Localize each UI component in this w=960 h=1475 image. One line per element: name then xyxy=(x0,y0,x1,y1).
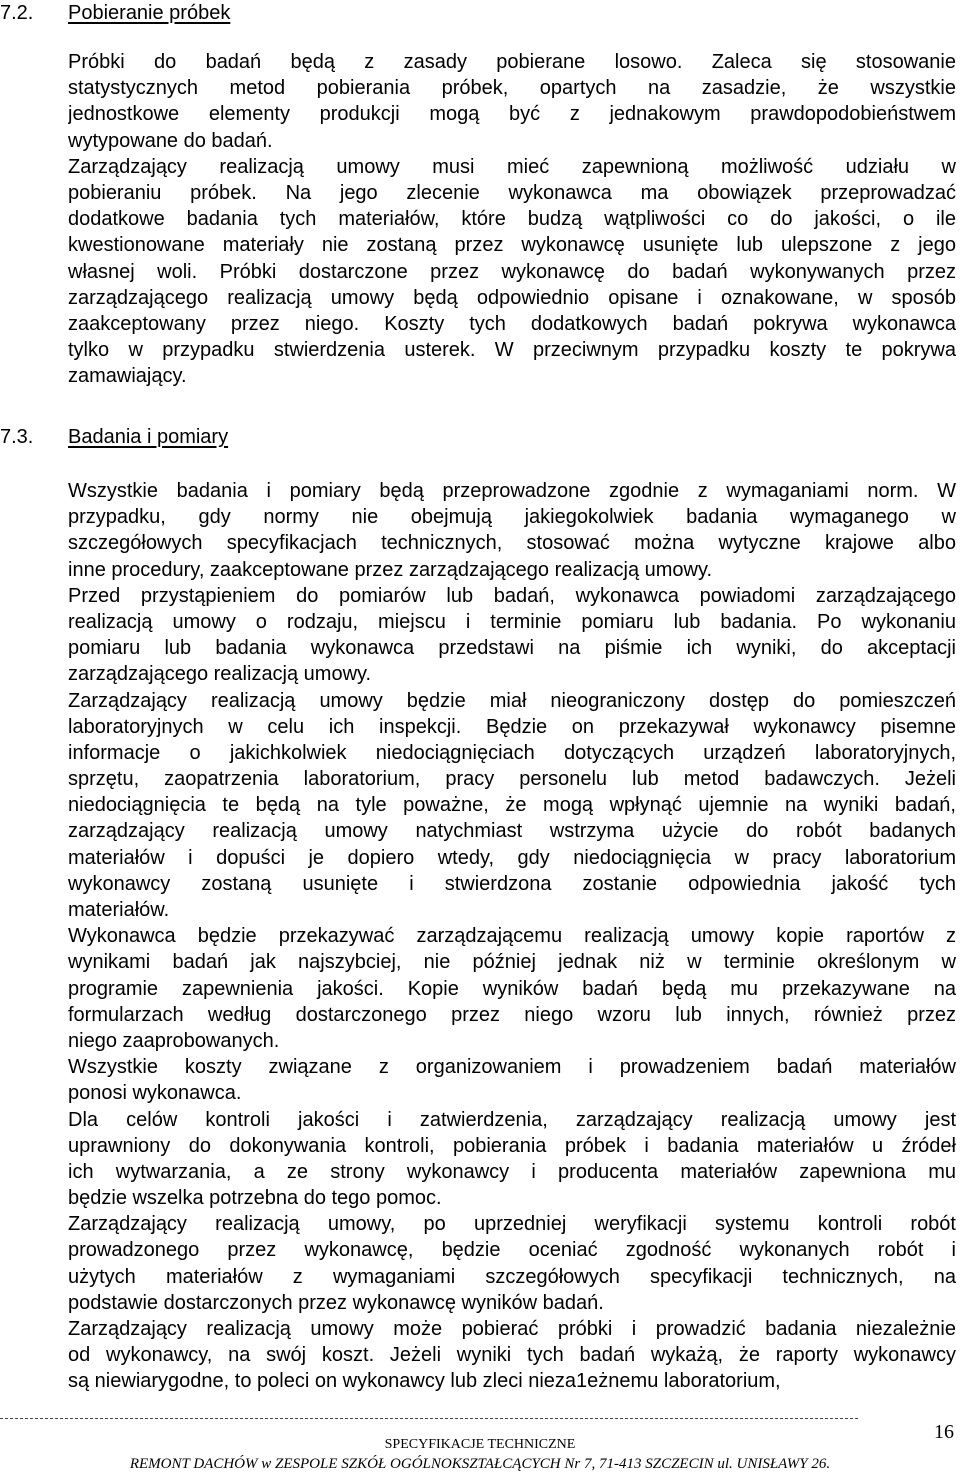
section-title: Pobieranie próbek xyxy=(68,2,231,24)
section-number: 7.2. xyxy=(0,2,34,24)
text-line: sprzętu, zaopatrzenia laboratorium, pracy personelu lub metod badawczych. Jeżeli xyxy=(68,768,956,791)
text-line: Wszystkie badania i pomiary będą przeprowadzone zgodnie z wymaganiami norm. W xyxy=(68,480,956,502)
text-line: formularzach według dostarczonego przez niego wzoru lub innych, również przez xyxy=(68,1003,956,1026)
text-line: zarządzającego realizacją umowy będą odpowiednio opisane i oznakowane, w sposób xyxy=(68,286,956,309)
text-line: niego zaaprobowanych. xyxy=(68,1029,280,1052)
footer-divider xyxy=(0,1418,858,1419)
text-line: zaakceptowany przez niego. Koszty tych dodatkowych badań pokrywa wykonawca xyxy=(68,312,956,335)
text-line: statystycznych metod pobierania próbek, opartych na zasadzie, że wszystkie xyxy=(68,77,956,100)
text-line: realizacją umowy o rodzaju, miejscu i terminie pomiaru lub badania. Po wykonaniu xyxy=(68,610,956,633)
text-line: programie zapewnienia jakości. Kopie wyników badań będą mu przekazywane na xyxy=(68,977,956,1000)
text-line: Zarządzający realizacją umowy może pobierać próbki i prowadzić badania niezależnie xyxy=(68,1318,956,1340)
text-line: tylko w przypadku stwierdzenia usterek. W przeciwnym przypadku koszty te pokrywa xyxy=(68,339,956,362)
text-line: pomiaru lub badania wykonawca przedstawi na piśmie ich wyniki, do akceptacji xyxy=(68,637,956,660)
text-line: od wykonawcy, na swój koszt. Jeżeli wyniki tych badań wykażą, że raporty wykonawcy xyxy=(68,1344,956,1367)
text-line: szczegółowych specyfikacjach technicznych, stosować można wytyczne krajowe albo xyxy=(68,532,956,555)
text-line: podstawie dostarczonych przez wykonawcę wyników badań. xyxy=(68,1291,604,1314)
text-line: niedociągnięcia te będą na tyle poważne, że mogą wpłynąć ujemnie na wyniki badań, xyxy=(68,794,956,817)
text-line: użytych materiałów z wymaganiami szczegółowych specyfikacji technicznych, na xyxy=(68,1265,956,1288)
text-line: kwestionowane materiały nie zostaną przez wykonawcę usunięte lub ulepszone z jego xyxy=(68,234,956,257)
text-line: materiałów. xyxy=(68,899,170,921)
text-line: Przed przystąpieniem do pomiarów lub badań, wykonawca powiadomi zarządzającego xyxy=(68,584,956,607)
text-line: informacje o jakichkolwiek niedociągnięciach dotyczących urządzeń laboratoryjnych, xyxy=(68,741,956,764)
text-line: zamawiający. xyxy=(68,365,187,388)
text-line: inne procedury, zaakceptowane przez zarządzającego realizacją umowy. xyxy=(68,558,713,581)
text-line: wytypowane do badań. xyxy=(68,129,273,152)
section-7-3-body xyxy=(68,478,956,1395)
text-line: Próbki do badań będą z zasady pobierane losowo. Zaleca się stosowanie xyxy=(68,51,956,73)
section-number: 7.3. xyxy=(0,426,34,448)
text-line: pobieraniu próbek. Na jego zlecenie wykonawca ma obowiązek przeprowadzać xyxy=(68,181,956,204)
text-line: laboratoryjnych w celu ich inspekcji. Będzie on przekazywał wykonawcy pisemne xyxy=(68,715,956,738)
page-number: 16 xyxy=(934,1421,954,1443)
text-line: własnej woli. Próbki dostarczone przez wykonawcę do badań wykonywanych przez xyxy=(68,260,956,283)
section-7-2-body xyxy=(68,49,956,389)
text-line: Zarządzający realizacją umowy musi mieć zapewnioną możliwość udziału w xyxy=(68,155,956,178)
section-title: Badania i pomiary xyxy=(68,426,229,448)
footer-project-title: REMONT DACHÓW w ZESPOLE SZKÓŁ OGÓLNOKSZTAŁCĄCYCH Nr 7, 71-413 SZCZECIN ul. UNISŁAWY 26. xyxy=(129,1456,831,1472)
footer-doc-title: SPECYFIKACJE TECHNICZNE xyxy=(384,1437,576,1452)
text-line: uprawniony do dokonywania kontroli, pobierania próbek i badania materiałów u źródeł xyxy=(68,1134,956,1157)
text-line: materiałów i dopuści je dopiero wtedy, gdy niedociągnięcia w pracy laboratorium xyxy=(68,846,956,869)
text-line: wykonawcy zostaną usunięte i stwierdzona zostanie odpowiednia jakość tych xyxy=(68,872,956,895)
text-line: ponosi wykonawca. xyxy=(68,1082,242,1105)
text-line: zarządzającego realizacją umowy. xyxy=(68,663,372,686)
text-line: wynikami badań jak najszybciej, nie później jednak niż w terminie określonym w xyxy=(68,951,956,974)
text-line: przypadku, gdy normy nie obejmują jakiegokolwiek badania wymaganego w xyxy=(68,506,956,529)
text-line: Zarządzający realizacją umowy, po uprzedniej weryfikacji systemu kontroli robót xyxy=(68,1213,956,1236)
text-line: Dla celów kontroli jakości i zatwierdzenia, zarządzający realizacją umowy jest xyxy=(68,1108,956,1131)
text-line: będzie wszelka potrzebna do tego pomoc. xyxy=(68,1187,442,1210)
text-line: Wykonawca będzie przekazywać zarządzającemu realizacją umowy kopie raportów z xyxy=(68,925,956,948)
text-line: ich wytwarzania, a ze strony wykonawcy i producenta materiałów zapewniona mu xyxy=(68,1160,956,1183)
text-line: jednostkowe elementy produkcji mogą być z jednakowym prawdopodobieństwem xyxy=(68,103,956,126)
text-line: prowadzonego przez wykonawcę, będzie oceniać zgodność wykonanych robót i xyxy=(68,1239,956,1262)
text-line: Wszystkie koszty związane z organizowaniem i prowadzeniem badań materiałów xyxy=(68,1056,956,1079)
text-line: dodatkowe badania tych materiałów, które budzą wątpliwości co do jakości, o ile xyxy=(68,208,956,231)
text-line: zarządzający realizacją umowy natychmiast wstrzyma użycie do robót badanych xyxy=(68,820,956,843)
text-line: Zarządzający realizacją umowy będzie miał nieograniczony dostęp do pomieszczeń xyxy=(68,689,956,712)
text-line: są niewiarygodne, to poleci on wykonawcy lub zleci nieza1eżnemu laboratorium, xyxy=(68,1370,781,1393)
